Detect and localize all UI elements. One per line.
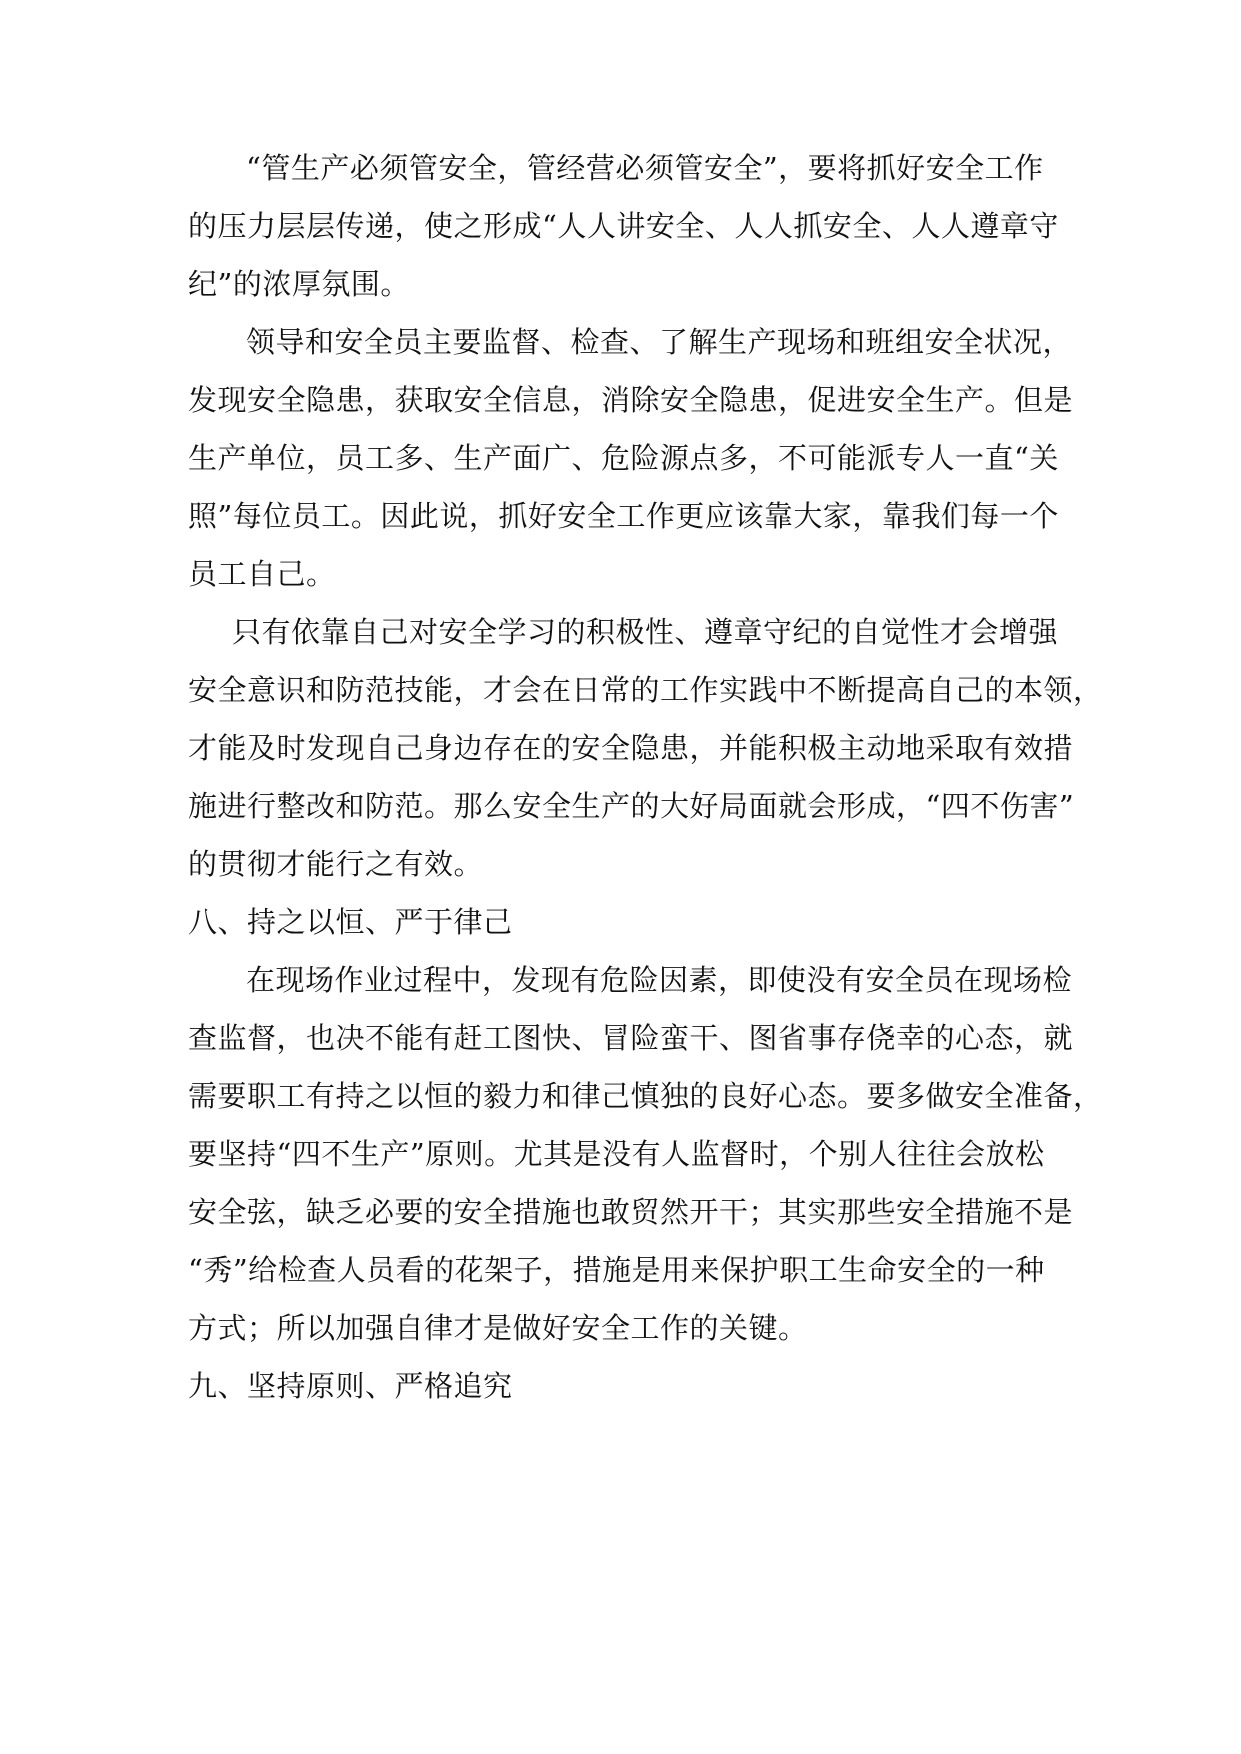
paragraph-line: 生产单位，员工多、生产面广、危险源点多，不可能派专人一直“关 — [188, 441, 1059, 475]
paragraph-line: 施进行整改和防范。那么安全生产的大好局面就会形成，“四不伤害” — [188, 789, 1075, 823]
paragraph-line: 需要职工有持之以恒的毅力和律己慎独的良好心态。要多做安全准备， — [188, 1079, 1103, 1113]
paragraph-line: 发现安全隐患，获取安全信息，消除安全隐患，促进安全生产。但是 — [188, 383, 1074, 417]
paragraph-line: 只有依靠自己对安全学习的积极性、遵章守纪的自觉性才会增强 — [232, 615, 1059, 649]
paragraph-line: 安全意识和防范技能，才会在日常的工作实践中不断提高自己的本领， — [188, 673, 1103, 707]
section-heading: 八、持之以恒、严于律己 — [188, 905, 513, 939]
paragraph-line: 在现场作业过程中，发现有危险因素，即使没有安全员在现场检 — [246, 963, 1073, 997]
paragraph-line: 领导和安全员主要监督、检查、了解生产现场和班组安全状况， — [246, 325, 1073, 359]
paragraph-line: 要坚持“四不生产”原则。尤其是没有人监督时，个别人往往会放松 — [188, 1137, 1045, 1171]
paragraph-line: 纪”的浓厚氛围。 — [188, 267, 410, 301]
paragraph-line: 照”每位员工。因此说，抓好安全工作更应该靠大家，靠我们每一个 — [188, 499, 1059, 533]
paragraph-line: “秀”给检查人员看的花架子，措施是用来保护职工生命安全的一种 — [188, 1253, 1045, 1287]
paragraph-line: 方式；所以加强自律才是做好安全工作的关键。 — [188, 1311, 808, 1345]
paragraph-line: “管生产必须管安全，管经营必须管安全”，要将抓好安全工作 — [246, 151, 1044, 185]
section-heading: 九、坚持原则、严格追究 — [188, 1369, 513, 1403]
paragraph-line: 安全弦，缺乏必要的安全措施也敢贸然开干；其实那些安全措施不是 — [188, 1195, 1074, 1229]
paragraph-line: 查监督，也决不能有赶工图快、冒险蛮干、图省事存侥幸的心态，就 — [188, 1021, 1074, 1055]
paragraph-line: 才能及时发现自己身边存在的安全隐患，并能积极主动地采取有效措 — [188, 731, 1074, 765]
paragraph-line: 员工自己。 — [188, 557, 336, 591]
paragraph-line: 的压力层层传递，使之形成“人人讲安全、人人抓安全、人人遵章守 — [188, 209, 1059, 243]
paragraph-line: 的贯彻才能行之有效。 — [188, 847, 484, 881]
